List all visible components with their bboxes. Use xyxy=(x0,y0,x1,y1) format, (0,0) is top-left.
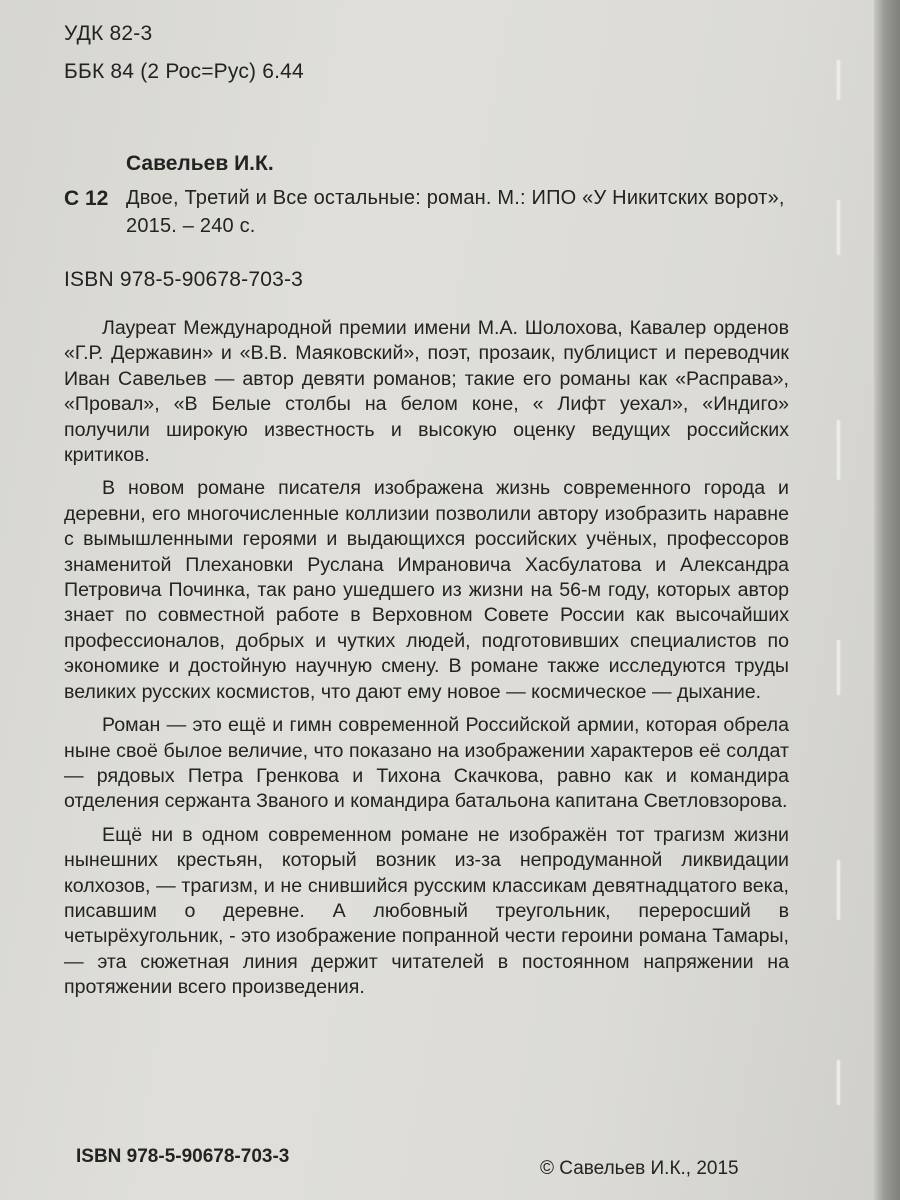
annotation-paragraph-1: Лауреат Международной премии имени М.А. Шолохова, Кавалер орденов «Г.Р. Державин» и «В.В. Маяковский», поэт, прозаик, публицист и переводчик Иван Савельев — автор девяти романов; такие его романы как «Расправа», «Провал», «В Белые столбы на белом коне, « Лифт уехал», «Индиго» получили широкую известность и высокую оценку ведущих российских критиков. xyxy=(64,317,789,467)
binding-stitch xyxy=(837,200,840,255)
author-name: Савельев И.К. xyxy=(126,152,274,175)
copyright: © Савельев И.К., 2015 xyxy=(540,1158,739,1179)
book-binding xyxy=(874,0,900,1200)
isbn-top: ISBN 978-5-90678-703-3 xyxy=(64,268,304,291)
title-line-1: Двое, Третий и Все остальные: роман. М.: ИПО «У Никитских ворот», xyxy=(126,187,785,209)
annotation-paragraph-2: В новом романе писателя изображена жизнь современного города и деревни, его многочисленные коллизии позволили автору изобразить наравне с вымышленными героями и выдающихся российских учёных, профессоров знаменитой Плехановки Руслана Имрановича Хасбулатова и Александра Петровича Починка, так рано ушедшего из жизни на 56-м году, которых автор знает по совместной работе в Верховном Совете России как высочайших профессионалов, добрых и чутких людей, подготовивших специалистов по экономике и достойную научную смену. В романе также исследуются труды великих русских космистов, что дают ему новое — космическое — дыхание. xyxy=(64,477,789,703)
author-mark: С 12 xyxy=(64,187,109,210)
annotation xyxy=(64,316,789,1009)
bbk-code: ББК 84 (2 Рос=Рус) 6.44 xyxy=(64,60,304,83)
title-line-2: 2015. – 240 с. xyxy=(126,215,256,237)
binding-stitch xyxy=(837,60,840,100)
binding-stitch xyxy=(837,860,840,920)
binding-stitch xyxy=(837,1060,840,1105)
annotation-paragraph-3: Роман — это ещё и гимн современной Российской армии, которая обрела ныне своё былое величие, что показано на изображении характеров её солдат — рядовых Петра Гренкова и Тихона Скачкова, равно как и командира отделения сержанта Званого и командира батальона капитана Светловзорова. xyxy=(64,714,789,813)
binding-stitch xyxy=(837,420,840,480)
isbn-bottom: ISBN 978-5-90678-703-3 xyxy=(76,1146,290,1167)
binding-stitch xyxy=(837,640,840,695)
annotation-paragraph-4: Ещё ни в одном современном романе не изображён тот трагизм жизни нынешних крестьян, который возник из-за непродуманной ликвидации колхозов, — трагизм, и не снившийся русским классикам девятнадцатого века, писавшим о деревне. А любовный треугольник, переросший в четырёхугольник, - это изображение попранной чести героини романа Тамары, — эта сюжетная линия держит читателей в постоянном напряжении на протяжении всего произведения. xyxy=(64,823,789,999)
udk-code: УДК 82-3 xyxy=(64,22,153,45)
